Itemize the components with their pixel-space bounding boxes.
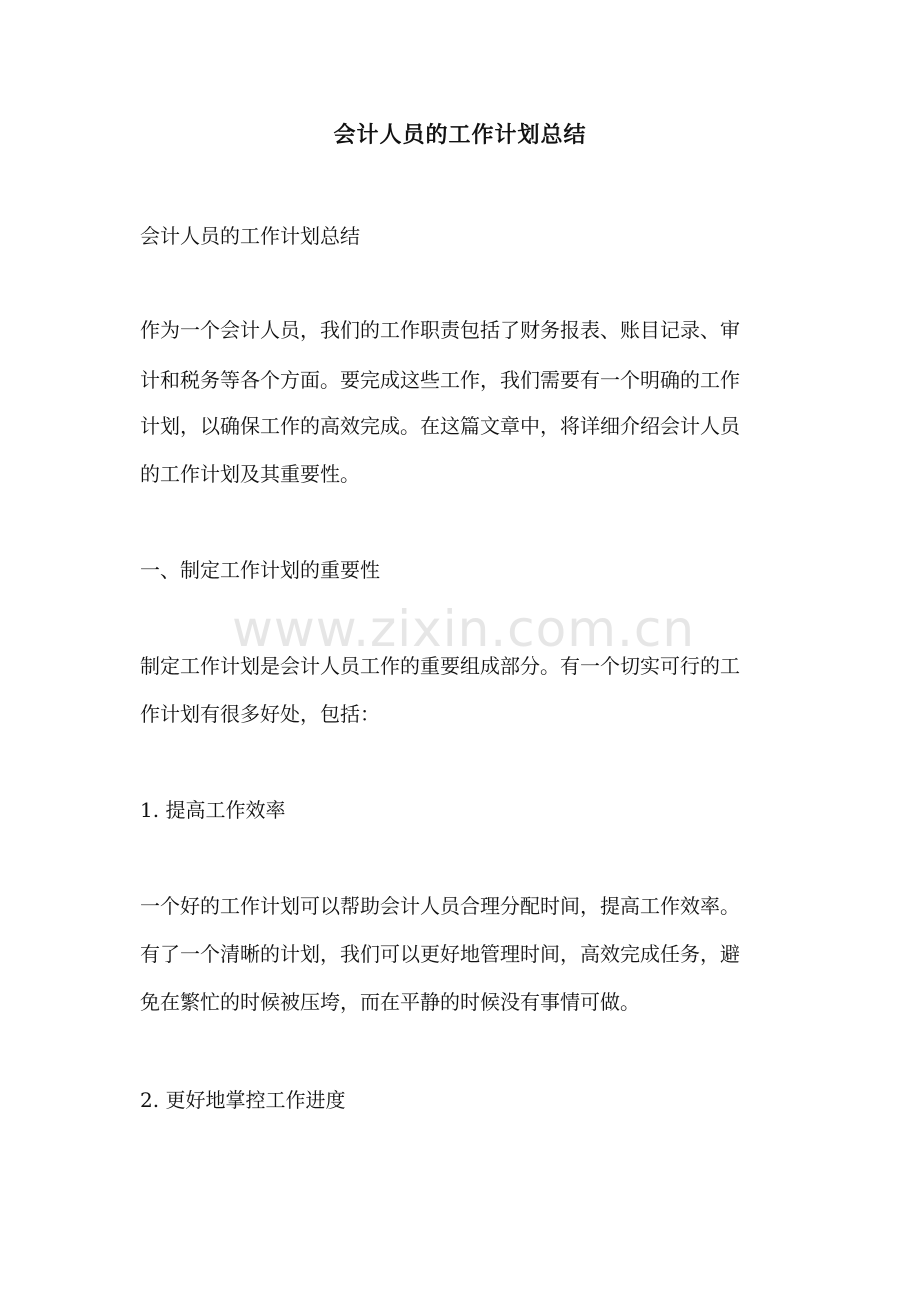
item1-line-3: 免在繁忙的时候被压垮，而在平静的时候没有事情可做。 <box>140 990 640 1014</box>
item2-heading: 2. 更好地掌控工作进度 <box>140 1088 346 1112</box>
section1-heading: 一、制定工作计划的重要性 <box>140 558 380 582</box>
document-title: 会计人员的工作计划总结 <box>333 122 587 148</box>
item1-line-1: 一个好的工作计划可以帮助会计人员合理分配时间，提高工作效率。 <box>140 894 740 918</box>
intro-line-4: 的工作计划及其重要性。 <box>140 462 360 486</box>
watermark: www.zixin.com.cn <box>232 600 696 658</box>
section1-line-2: 作计划有很多好处，包括： <box>140 702 380 726</box>
intro-line-1: 作为一个会计人员，我们的工作职责包括了财务报表、账目记录、审 <box>140 318 740 342</box>
item1-line-2: 有了一个清晰的计划，我们可以更好地管理时间，高效完成任务，避 <box>140 942 740 966</box>
item1-heading: 1. 提高工作效率 <box>140 798 286 822</box>
intro-line-3: 计划，以确保工作的高效完成。在这篇文章中，将详细介绍会计人员 <box>140 414 740 438</box>
intro-line-2: 计和税务等各个方面。要完成这些工作，我们需要有一个明确的工作 <box>140 368 740 392</box>
document-subtitle: 会计人员的工作计划总结 <box>140 224 360 248</box>
section1-line-1: 制定工作计划是会计人员工作的重要组成部分。有一个切实可行的工 <box>140 654 740 678</box>
